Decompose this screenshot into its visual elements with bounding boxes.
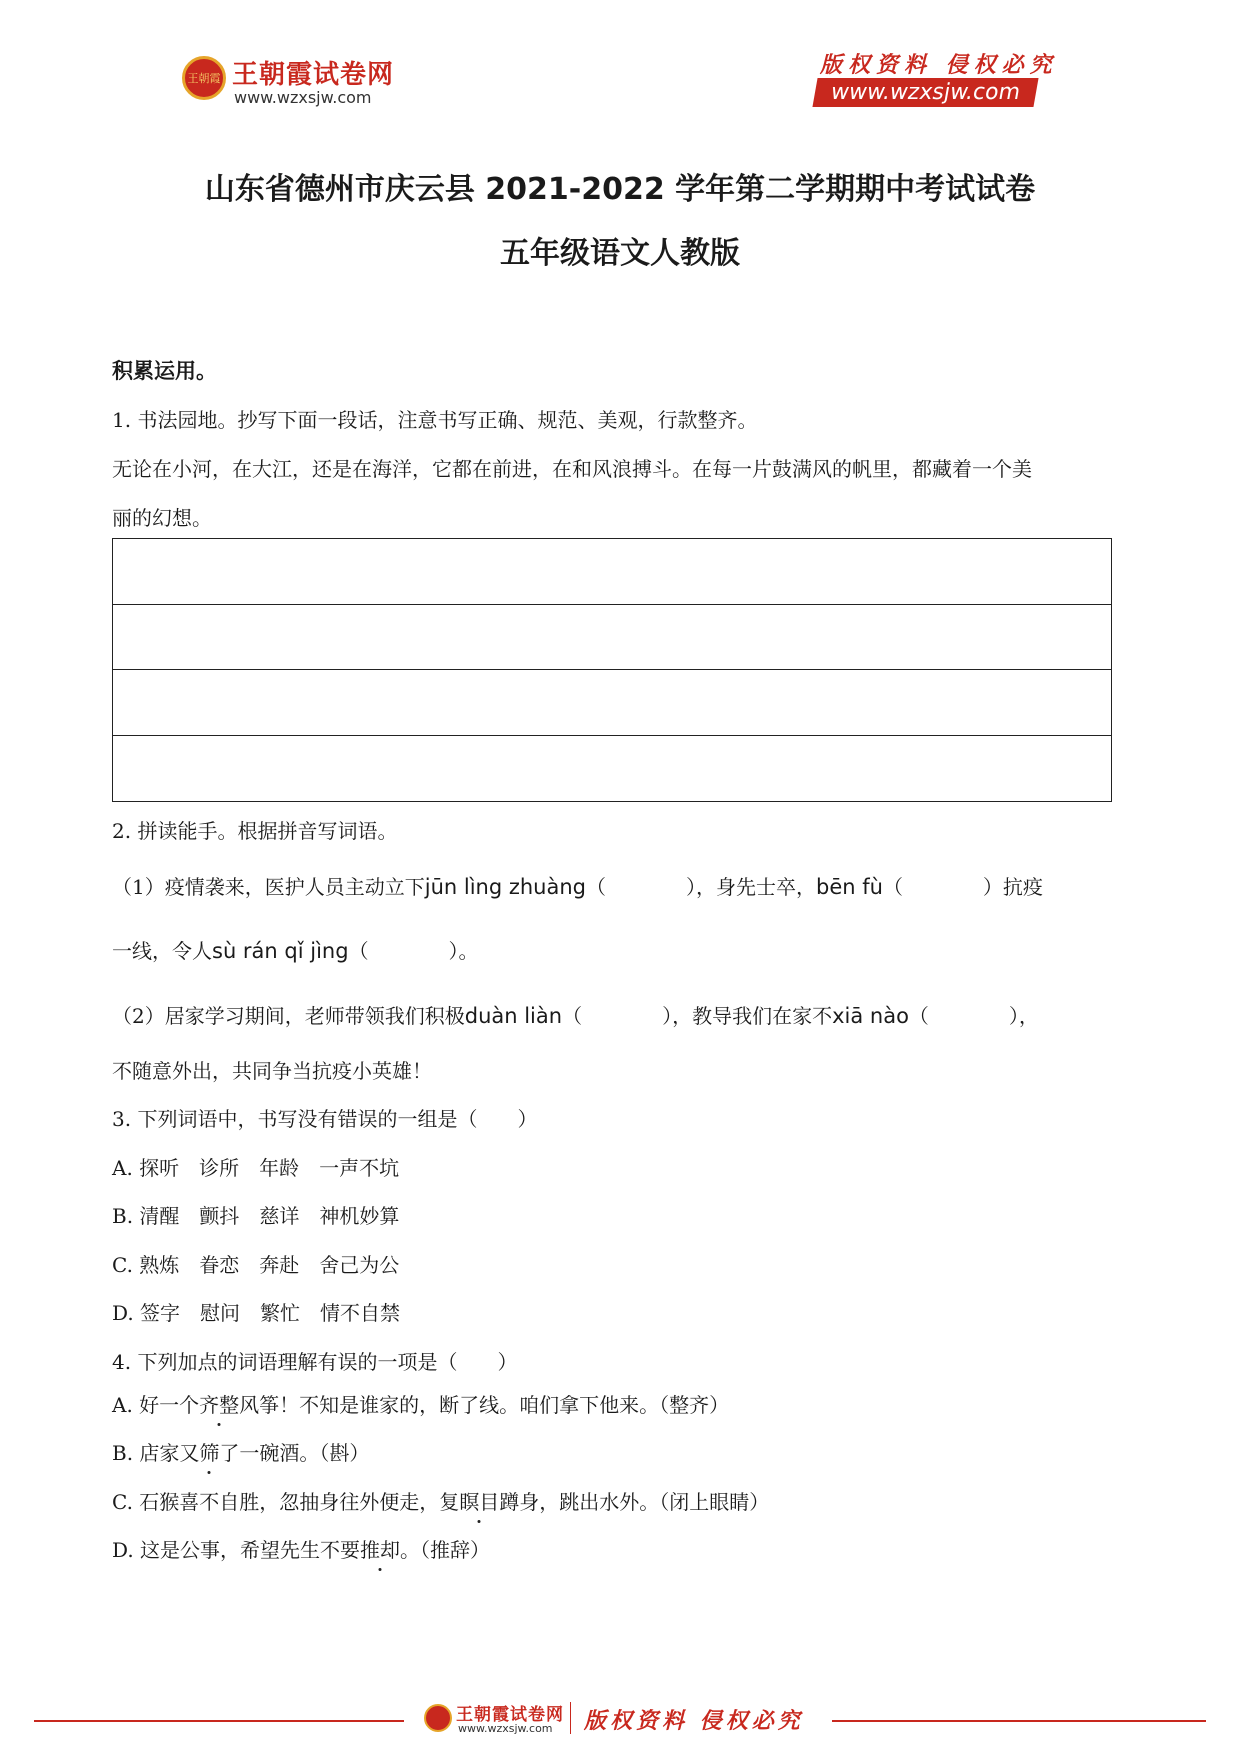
q2-line2: 一线，令人sù rán qǐ jìng（ ）。 [112,939,479,963]
q1-passage-line2: 丽的幻想。 [112,506,212,530]
handwriting-row[interactable] [113,605,1111,671]
section-heading: 积累运用。 [112,359,217,383]
brand-logo-title: 王朝霞试卷网 [232,60,395,90]
q2-line3: （2）居家学习期间，老师带领我们积极duàn liàn（ ），教导我们在家不xiā nào（ ）， [112,1004,1039,1028]
footer-logo-url[interactable]: www.wzxsjw.com [458,1722,553,1735]
pinyin-junlingzhuang: jūn lìng zhuàng [424,875,586,899]
q2-line4: 不随意外出，共同争当抗疫小英雄！ [112,1059,432,1083]
q3-option-d[interactable]: D. 签字 慰问 繁忙 情不自禁 [112,1301,401,1325]
q3-option-b[interactable]: B. 清醒 颤抖 慈详 神机妙算 [112,1204,400,1228]
footer-separator [570,1702,571,1734]
q4-option-d[interactable]: D. 这是公事，希望先生不要推却。（推辞） [112,1534,490,1563]
dotted-word: 筛 [199,1437,219,1466]
footer-logo-title: 王朝霞试卷网 [456,1705,564,1725]
dotted-word: 瞑目 [459,1486,499,1515]
brand-logo-url[interactable]: www.wzxsjw.com [234,88,372,107]
q1-passage-line1: 无论在小河，在大江，还是在海洋，它都在前进，在和风浪搏斗。在每一片鼓满风的帆里，都藏着一个美 [112,457,1032,481]
q4-stem: 4. 下列加点的词语理解有误的一项是（ ） [112,1350,518,1374]
exam-title: 山东省德州市庆云县 2021-2022 学年第二学期期中考试试卷 [204,172,1036,207]
footer-copyright: 版权资料 侵权必究 [584,1708,804,1734]
q2-stem: 2. 拼读能手。根据拼音写词语。 [112,819,398,843]
q1-stem: 1. 书法园地。抄写下面一段话，注意书写正确、规范、美观，行款整齐。 [112,408,758,432]
q4-option-b[interactable]: B. 店家又筛了一碗酒。（斟） [112,1437,369,1466]
copyright-url[interactable]: www.wzxsjw.com [812,78,1038,107]
pinyin-benfu: bēn fù [816,875,883,899]
pinyin-xianao: xiā nào [832,1004,909,1028]
footer-divider-left [34,1720,404,1722]
q2-line1: （1）疫情袭来，医护人员主动立下jūn lìng zhuàng（ ），身先士卒，bēn fù（ ）抗疫 [112,875,1043,899]
dotted-word: 齐整 [199,1389,239,1418]
q4-option-a[interactable]: A. 好一个齐整风筝！不知是谁家的，断了线。咱们拿下他来。（整齐） [112,1389,729,1418]
handwriting-grid[interactable] [112,538,1112,802]
pinyin-duanlian: duàn liàn [464,1004,563,1028]
handwriting-row[interactable] [113,670,1111,736]
copyright-notice: 版权资料 侵权必究 [820,52,1058,78]
exam-subtitle: 五年级语文人教版 [500,236,740,271]
handwriting-row[interactable] [113,736,1111,802]
q4-option-c[interactable]: C. 石猴喜不自胜，忽抽身往外便走，复瞑目蹲身，跳出水外。（闭上眼睛） [112,1486,769,1515]
q3-option-a[interactable]: A. 探听 诊所 年龄 一声不坑 [112,1156,400,1180]
pinyin-suranqijing: sù rán qǐ jìng [212,939,349,963]
footer-logo-icon [424,1704,452,1732]
handwriting-row[interactable] [113,539,1111,605]
q3-option-c[interactable]: C. 熟炼 眷恋 奔赴 舍己为公 [112,1253,400,1277]
dotted-word: 推却 [360,1534,400,1563]
footer-divider-right [832,1720,1206,1722]
brand-logo-icon: 王朝霞 [182,56,226,100]
q3-stem: 3. 下列词语中，书写没有错误的一组是（ ） [112,1107,538,1131]
